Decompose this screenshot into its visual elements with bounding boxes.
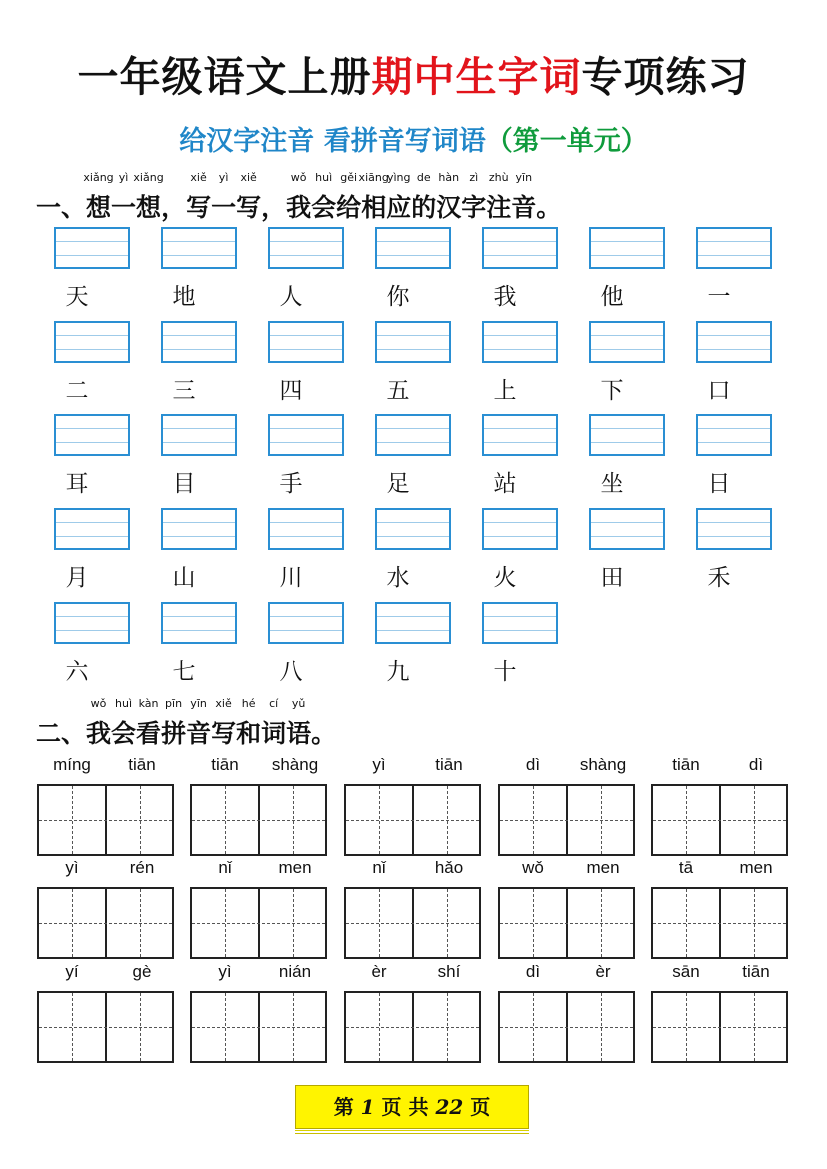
box-guide-line (56, 616, 128, 617)
pinyin-answer-box[interactable] (161, 602, 237, 644)
tianzi-writing-grid[interactable] (37, 784, 174, 856)
box-guide-line (484, 428, 556, 429)
grid-guide-line (500, 820, 633, 821)
heading-pinyin: yīn (515, 171, 533, 184)
word-pinyin: tā (678, 858, 694, 877)
box-guide-line (377, 255, 449, 256)
word-pinyin: tiān (128, 755, 156, 774)
heading-char: 给 gěi (336, 171, 362, 222)
heading-pinyin: kàn (138, 697, 159, 710)
tianzi-writing-grid[interactable] (344, 991, 481, 1063)
hanzi-character: 足 (386, 471, 410, 497)
hanzi-character: 人 (279, 284, 303, 310)
grid-guide-line (39, 1027, 172, 1028)
heading-char: 的 de (411, 171, 437, 222)
word-pinyin: yì (372, 755, 386, 774)
box-guide-line (591, 335, 663, 336)
heading-char: 。 (311, 719, 337, 748)
heading-pinyin: cí (269, 697, 279, 710)
tianzi-writing-grid[interactable] (651, 991, 788, 1063)
heading-pinyin: xiǎng (133, 171, 164, 184)
tianzi-writing-grid[interactable] (344, 887, 481, 959)
box-guide-line (377, 536, 449, 537)
heading-char: 语 yǔ (286, 697, 312, 748)
pinyin-answer-box[interactable] (696, 414, 772, 456)
hanzi-character: 八 (279, 659, 303, 685)
box-guide-line (270, 241, 342, 242)
box-guide-line (698, 255, 770, 256)
hanzi-character: 天 (65, 284, 89, 310)
word-pinyin: míng (53, 755, 91, 774)
grid-guide-line (293, 889, 294, 957)
hanzi-character: 月 (65, 565, 89, 591)
pinyin-answer-box[interactable] (696, 227, 772, 269)
pinyin-answer-box[interactable] (375, 227, 451, 269)
box-guide-line (270, 522, 342, 523)
box-guide-line (270, 616, 342, 617)
word-pinyin: tiān (435, 755, 463, 774)
word-pinyin: men (586, 858, 620, 877)
grid-guide-line (754, 786, 755, 854)
pinyin-answer-box[interactable] (268, 414, 344, 456)
word-pinyin: nǐ (218, 858, 232, 877)
pinyin-answer-box[interactable] (268, 227, 344, 269)
section-1-heading: 一、想 xiǎng 一 yì 想 xiǎng ，写 xiě 一 yì 写 xiě ，我 wǒ 会 huì 给 gěi 相 xiāng 应 yìng 的 de 汉 hàn 字 zì 注 zhù 音 yīn 。 (36, 171, 562, 222)
box-guide-line (56, 522, 128, 523)
word-pinyin: tiān (742, 962, 770, 981)
heading-pinyin: yīn (190, 697, 207, 710)
grid-guide-line (686, 786, 687, 854)
word-pinyin: èr (371, 962, 387, 981)
heading-char: 应 yìng (386, 171, 412, 222)
pinyin-answer-box[interactable] (54, 414, 130, 456)
grid-guide-line (72, 993, 73, 1061)
hanzi-character: 他 (600, 284, 624, 310)
heading-pinyin: zì (469, 171, 479, 184)
hanzi-character: 目 (172, 471, 196, 497)
word-pinyin: hǎo (434, 858, 464, 877)
hanzi-character: 口 (707, 378, 731, 404)
page-number-shadow (295, 1130, 529, 1134)
hanzi-character: 坐 (600, 471, 624, 497)
hanzi-character: 火 (493, 565, 517, 591)
pinyin-answer-box[interactable] (375, 508, 451, 550)
section-2-heading: 二、我 wǒ 会 huì 看 kàn 拼 pīn 音 yīn 写 xiě 和 hé 词 cí 语 yǔ 。 (36, 697, 337, 748)
heading-char: 。 (536, 193, 562, 222)
word-pinyin: shí (437, 962, 461, 981)
tianzi-writing-grid[interactable] (498, 784, 635, 856)
word-pinyin: rén (129, 858, 155, 877)
heading-char: 写 xiě (186, 171, 212, 222)
heading-char: 和 hé (236, 697, 262, 748)
grid-guide-line (225, 786, 226, 854)
hanzi-character: 川 (279, 565, 303, 591)
box-guide-line (163, 522, 235, 523)
pinyin-answer-box[interactable] (54, 602, 130, 644)
grid-guide-line (39, 820, 172, 821)
pinyin-answer-box[interactable] (375, 321, 451, 363)
hanzi-character: 上 (493, 378, 517, 404)
box-guide-line (698, 335, 770, 336)
heading-char: 写 xiě (211, 697, 237, 748)
heading-pinyin: yì (118, 171, 129, 184)
grid-guide-line (140, 993, 141, 1061)
pinyin-answer-box[interactable] (54, 508, 130, 550)
hanzi-character: 三 (172, 378, 196, 404)
heading-char: 我 wǒ (86, 697, 112, 748)
pinyin-answer-box[interactable] (268, 508, 344, 550)
grid-guide-line (192, 1027, 325, 1028)
grid-guide-line (601, 993, 602, 1061)
box-guide-line (56, 255, 128, 256)
heading-char: 会 huì (111, 697, 137, 748)
heading-pinyin: xiǎng (83, 171, 114, 184)
hanzi-character: 十 (493, 659, 517, 685)
box-guide-line (484, 536, 556, 537)
box-guide-line (698, 349, 770, 350)
word-pinyin: tiān (672, 755, 700, 774)
pinyin-answer-box[interactable] (161, 321, 237, 363)
pinyin-answer-box[interactable] (482, 321, 558, 363)
tianzi-writing-grid[interactable] (190, 784, 327, 856)
box-guide-line (698, 536, 770, 537)
tianzi-writing-grid[interactable] (498, 887, 635, 959)
box-guide-line (56, 442, 128, 443)
grid-guide-line (447, 786, 448, 854)
box-guide-line (698, 241, 770, 242)
grid-guide-line (500, 1027, 633, 1028)
box-guide-line (484, 349, 556, 350)
box-guide-line (591, 442, 663, 443)
pinyin-answer-box[interactable] (589, 227, 665, 269)
hanzi-character: 地 (172, 284, 196, 310)
box-guide-line (163, 335, 235, 336)
grid-guide-line (225, 889, 226, 957)
box-guide-line (163, 630, 235, 631)
box-guide-line (591, 428, 663, 429)
heading-pinyin: xiě (190, 171, 207, 184)
box-guide-line (484, 335, 556, 336)
heading-pinyin: yìng (386, 171, 411, 184)
box-guide-line (163, 349, 235, 350)
heading-pinyin: wǒ (90, 697, 107, 710)
heading-char: 一 yì (111, 171, 137, 222)
grid-guide-line (293, 786, 294, 854)
grid-guide-line (379, 786, 380, 854)
hanzi-character: 站 (493, 471, 517, 497)
grid-guide-line (346, 1027, 479, 1028)
box-guide-line (270, 630, 342, 631)
word-pinyin: sān (672, 962, 700, 981)
word-pinyin: shàng (579, 755, 627, 774)
heading-char: 会 huì (311, 171, 337, 222)
hanzi-character: 六 (65, 659, 89, 685)
box-guide-line (163, 241, 235, 242)
box-guide-line (270, 428, 342, 429)
grid-guide-line (653, 923, 786, 924)
box-guide-line (270, 335, 342, 336)
box-guide-line (163, 255, 235, 256)
box-guide-line (377, 442, 449, 443)
pinyin-answer-box[interactable] (589, 321, 665, 363)
grid-guide-line (346, 820, 479, 821)
pinyin-answer-box[interactable] (375, 414, 451, 456)
box-guide-line (698, 442, 770, 443)
pinyin-answer-box[interactable] (375, 602, 451, 644)
box-guide-line (56, 241, 128, 242)
word-pinyin: dì (525, 962, 541, 981)
heading-char: 拼 pīn (161, 697, 187, 748)
heading-char: 想 xiǎng (133, 171, 164, 222)
page-number: 第 1 页 共 22 页 (295, 1085, 529, 1129)
heading-char: 词 cí (261, 697, 287, 748)
heading-char: 相 xiāng (358, 171, 389, 222)
grid-guide-line (533, 786, 534, 854)
box-guide-line (270, 255, 342, 256)
word-pinyin: dì (525, 755, 541, 774)
heading-char: ， (261, 193, 287, 222)
box-guide-line (591, 536, 663, 537)
grid-guide-line (379, 993, 380, 1061)
word-pinyin: yì (65, 858, 79, 877)
grid-guide-line (346, 923, 479, 924)
unit-label: （第一单元） (485, 126, 648, 157)
hanzi-character: 我 (493, 284, 517, 310)
grid-guide-line (533, 993, 534, 1061)
pinyin-answer-box[interactable] (268, 602, 344, 644)
hanzi-character: 七 (172, 659, 196, 685)
grid-guide-line (192, 820, 325, 821)
heading-pinyin: pīn (165, 697, 183, 710)
word-pinyin: men (278, 858, 312, 877)
grid-guide-line (686, 889, 687, 957)
box-guide-line (163, 442, 235, 443)
grid-guide-line (653, 1027, 786, 1028)
heading-char: 想 xiǎng (83, 171, 114, 222)
hanzi-character: 一 (707, 284, 731, 310)
grid-guide-line (379, 889, 380, 957)
box-guide-line (591, 241, 663, 242)
tianzi-writing-grid[interactable] (190, 887, 327, 959)
box-guide-line (377, 616, 449, 617)
hanzi-character: 五 (386, 378, 410, 404)
grid-guide-line (686, 993, 687, 1061)
box-guide-line (163, 616, 235, 617)
tianzi-writing-grid[interactable] (37, 991, 174, 1063)
hanzi-character: 禾 (707, 565, 731, 591)
pinyin-answer-box[interactable] (696, 508, 772, 550)
box-guide-line (377, 522, 449, 523)
grid-guide-line (653, 820, 786, 821)
heading-pinyin: wǒ (290, 171, 307, 184)
box-guide-line (698, 428, 770, 429)
hanzi-character: 下 (600, 378, 624, 404)
heading-pinyin: xiě (215, 697, 232, 710)
grid-guide-line (601, 786, 602, 854)
tianzi-writing-grid[interactable] (344, 784, 481, 856)
box-guide-line (377, 241, 449, 242)
grid-guide-line (72, 786, 73, 854)
pinyin-answer-box[interactable] (589, 414, 665, 456)
tianzi-writing-grid[interactable] (37, 887, 174, 959)
heading-pinyin: huì (115, 697, 133, 710)
box-guide-line (484, 630, 556, 631)
heading-char: 汉 hàn (436, 171, 462, 222)
box-guide-line (56, 536, 128, 537)
heading-pinyin: zhù (488, 171, 509, 184)
box-guide-line (56, 428, 128, 429)
box-guide-line (56, 349, 128, 350)
heading-pinyin: xiāng (358, 171, 389, 184)
box-guide-line (484, 522, 556, 523)
tianzi-writing-grid[interactable] (651, 887, 788, 959)
box-guide-line (56, 335, 128, 336)
grid-guide-line (72, 889, 73, 957)
pinyin-answer-box[interactable] (161, 414, 237, 456)
box-guide-line (591, 522, 663, 523)
heading-char: 一 yì (211, 171, 237, 222)
pinyin-answer-box[interactable] (482, 414, 558, 456)
heading-char: 注 zhù (486, 171, 512, 222)
grid-guide-line (447, 889, 448, 957)
hanzi-character: 你 (386, 284, 410, 310)
grid-guide-line (140, 786, 141, 854)
title-highlight: 期中生字词 (371, 53, 582, 101)
heading-pinyin: xiě (240, 171, 257, 184)
hanzi-character: 九 (386, 659, 410, 685)
word-pinyin: tiān (211, 755, 239, 774)
grid-guide-line (192, 923, 325, 924)
grid-guide-line (225, 993, 226, 1061)
hanzi-character: 手 (279, 471, 303, 497)
box-guide-line (484, 255, 556, 256)
tianzi-writing-grid[interactable] (190, 991, 327, 1063)
heading-pinyin: yǔ (291, 697, 306, 710)
box-guide-line (377, 349, 449, 350)
grid-guide-line (500, 923, 633, 924)
word-pinyin: èr (595, 962, 611, 981)
box-guide-line (377, 335, 449, 336)
pinyin-answer-box[interactable] (54, 227, 130, 269)
word-pinyin: dì (748, 755, 764, 774)
grid-guide-line (447, 993, 448, 1061)
box-guide-line (698, 522, 770, 523)
box-guide-line (484, 442, 556, 443)
pinyin-answer-box[interactable] (589, 508, 665, 550)
hanzi-character: 水 (386, 565, 410, 591)
heading-pinyin: de (416, 171, 431, 184)
heading-pinyin: huì (315, 171, 333, 184)
hanzi-character: 二 (65, 378, 89, 404)
box-guide-line (270, 536, 342, 537)
box-guide-line (56, 630, 128, 631)
word-pinyin: shàng (271, 755, 319, 774)
hanzi-character: 田 (600, 565, 624, 591)
pinyin-answer-box[interactable] (482, 602, 558, 644)
box-guide-line (270, 442, 342, 443)
pinyin-answer-box[interactable] (161, 508, 237, 550)
pinyin-answer-box[interactable] (268, 321, 344, 363)
box-guide-line (591, 255, 663, 256)
heading-pinyin: gěi (340, 171, 358, 184)
heading-char: 字 zì (461, 171, 487, 222)
pinyin-answer-box[interactable] (54, 321, 130, 363)
word-pinyin: yì (218, 962, 232, 981)
grid-guide-line (754, 889, 755, 957)
tianzi-writing-grid[interactable] (498, 991, 635, 1063)
word-pinyin: nǐ (372, 858, 386, 877)
word-pinyin: men (739, 858, 773, 877)
page-title: 一年级语文上册期中生字词专项练习 (77, 53, 750, 101)
page-subtitle: 给汉字注音 看拼音写词语（第一单元） (179, 126, 648, 157)
box-guide-line (270, 349, 342, 350)
word-pinyin: nián (278, 962, 312, 981)
word-pinyin: gè (132, 962, 152, 981)
tianzi-writing-grid[interactable] (651, 784, 788, 856)
heading-pinyin: hàn (438, 171, 460, 184)
heading-char: 音 yīn (511, 171, 537, 222)
box-guide-line (377, 630, 449, 631)
pinyin-answer-box[interactable] (696, 321, 772, 363)
hanzi-character: 耳 (65, 471, 89, 497)
heading-char: 我 wǒ (286, 171, 312, 222)
box-guide-line (484, 241, 556, 242)
pinyin-answer-box[interactable] (482, 227, 558, 269)
heading-char: 音 yīn (186, 697, 212, 748)
box-guide-line (484, 616, 556, 617)
grid-guide-line (39, 923, 172, 924)
grid-guide-line (754, 993, 755, 1061)
box-guide-line (377, 428, 449, 429)
box-guide-line (163, 428, 235, 429)
heading-pinyin: yì (218, 171, 229, 184)
hanzi-character: 日 (707, 471, 731, 497)
box-guide-line (591, 349, 663, 350)
box-guide-line (163, 536, 235, 537)
grid-guide-line (293, 993, 294, 1061)
grid-guide-line (140, 889, 141, 957)
pinyin-answer-box[interactable] (482, 508, 558, 550)
heading-char: 看 kàn (136, 697, 162, 748)
heading-pinyin: hé (241, 697, 256, 710)
grid-guide-line (601, 889, 602, 957)
grid-guide-line (533, 889, 534, 957)
word-pinyin: wǒ (522, 858, 544, 877)
pinyin-answer-box[interactable] (161, 227, 237, 269)
word-pinyin: yí (65, 962, 79, 981)
hanzi-character: 山 (172, 565, 196, 591)
heading-char: ， (161, 193, 187, 222)
heading-char: 写 xiě (236, 171, 262, 222)
hanzi-character: 四 (279, 378, 303, 404)
